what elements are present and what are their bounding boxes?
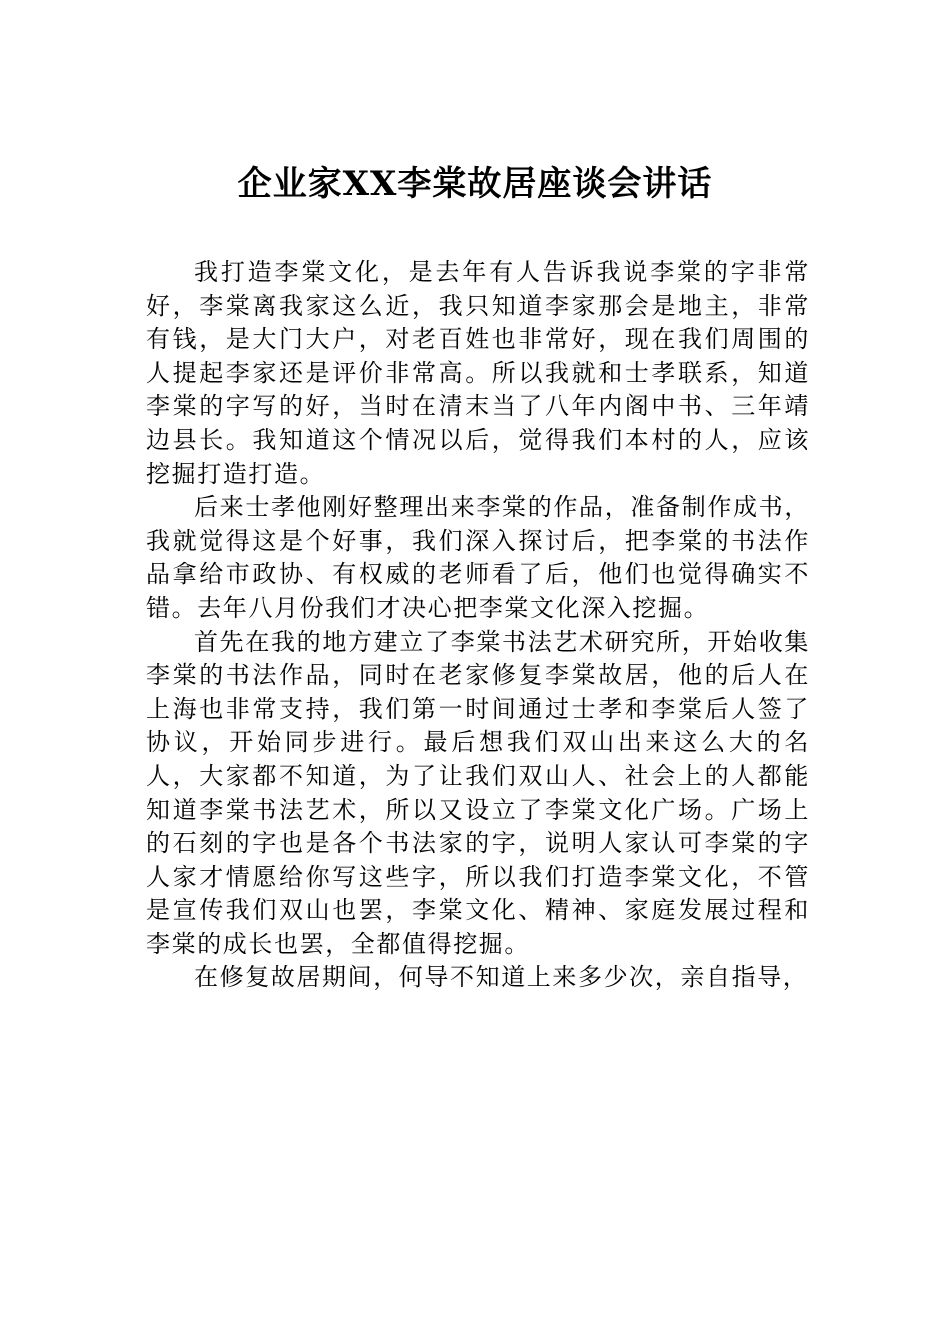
paragraph-3: 首先在我的地方建立了李棠书法艺术研究所，开始收集李棠的书法作品，同时在老家修复李棠故居，他的后人在上海也非常支持，我们第一时间通过士孝和李棠后人签了协议，开始同步进行。最后想我们双山出来这么大的名人，大家都不知道，为了让我们双山人、社会上的人都能知道李棠书法艺术，所以又设立了李棠文化广场。广场上的石刻的字也是各个书法家的字，说明人家认可李棠的字人家才情愿给你写这些字，所以我们打造李棠文化，不管是宣传我们双山也罢，李棠文化、精神、家庭发展过程和李棠的成长也罢，全都值得挖掘。 xyxy=(146,627,810,958)
paragraph-1: 我打造李棠文化，是去年有人告诉我说李棠的字非常好，李棠离我家这么近，我只知道李家那会是地主，非常有钱，是大门大户，对老百姓也非常好，现在我们周围的人提起李家还是评价非常高。所以我就和士孝联系，知道李棠的字写的好，当时在清末当了八年内阁中书、三年靖边县长。我知道这个情况以后，觉得我们本村的人，应该挖掘打造打造。 xyxy=(146,258,810,488)
paragraph-2: 后来士孝他刚好整理出来李棠的作品，准备制作成书，我就觉得这是个好事，我们深入探讨后，把李棠的书法作品拿给市政协、有权威的老师看了后，他们也觉得确实不错。去年八月份我们才决心把李棠文化深入挖掘。 xyxy=(146,493,810,622)
paragraph-4: 在修复故居期间，何导不知道上来多少次，亲自指导， xyxy=(194,963,809,992)
document-body xyxy=(146,256,810,995)
document-title: 企业家XX李棠故居座谈会讲话 xyxy=(237,164,713,204)
